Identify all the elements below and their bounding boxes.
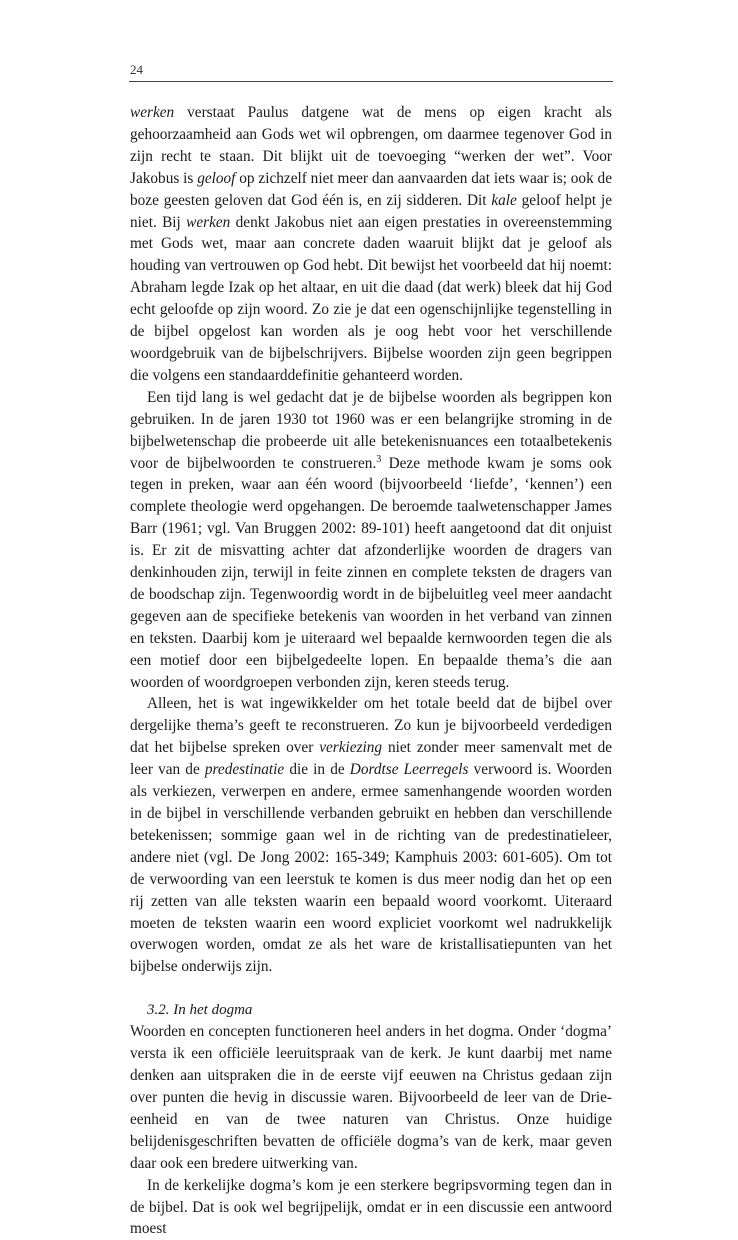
section-heading: 3.2. In het dogma — [147, 1002, 253, 1019]
italic-term: werken — [130, 104, 175, 121]
text-run: geloof helpt je niet. Bij — [130, 191, 612, 231]
text-run: Woorden en concepten functioneren heel anders in het dogma. Onder ‘dogma’ versta ik een officiële leeruitspraak van de kerk. Je kunt daarbij met name denken aan uitspraken die in de eerste vijf eeuwen na Christus gedaan zijn over punten die hevig in discussie waren. Bijvoorbeeld de leer van de Drie-eenheid en van de twee naturen van Christus. Onze huidige belijdenisgeschriften bevatten de officiële dogma’s van de kerk, maar geven daar ook een bredere uitwerking van. — [130, 1023, 612, 1172]
italic-term: Dordtse Leerregels — [349, 761, 469, 779]
paragraphs-before-section — [130, 102, 612, 978]
paragraph — [130, 1175, 612, 1240]
paragraph — [130, 693, 612, 978]
italic-term: verkiezing — [319, 739, 383, 757]
text-run: op zichzelf niet meer dan aanvaarden dat iets waar is; ook de boze geesten geloven dat God één is, en zij sidderen. Dit — [130, 169, 612, 209]
text-run: niet zonder meer samenvalt met de leer van de — [130, 739, 613, 779]
text-run: In de kerkelijke dogma’s kom je een sterkere begripsvorming tegen dan in de bijbel. Dat is ook wel begrijpelijk, omdat er in een discussie een antwoord moest — [130, 1176, 612, 1238]
text-run: Een tijd lang is wel gedacht dat je de bijbelse woorden als begrippen kon gebruiken. In de jaren 1930 tot 1960 was er een belangrijke stroming in de bijbelwetenschap die probeerde uit alle betekenisnuances een totaalbetekenis voor de bijbelwoorden te construeren. — [130, 388, 612, 472]
italic-term: geloof — [197, 169, 236, 187]
page-number: 24 — [130, 62, 143, 77]
text-run: Alleen, het is wat ingewikkelder om het totale beeld dat de bijbel over dergelijke thema’s geeft te reconstrueren. Zo kun je bijvoorbeeld verdedigen dat het bijbelse spreken over — [130, 695, 612, 757]
paragraph — [130, 1021, 612, 1174]
italic-term: predestinatie — [204, 761, 285, 779]
text-run: denkt Jakobus niet aan eigen prestaties in overeenstemming met Gods wet, maar aan concrete daden waaruit blijkt dat je geloof als houding van vertrouwen op God hebt. Dit bewijst het voorbeeld dat hij noemt: Abraham legde Izak op het altaar, en uit die daad (dat werk) bleek dat hij God echt geloofde op zijn woord. Zo zie je dat een ogenschijnlijke tegenstelling in de bijbel opgelost kan worden als je oog hebt voor het verschillende woordgebruik van de bijbelschrijvers. Bijbelse woorden zijn geen begrippen die volgens een standaarddefinitie gehanteerd worden. — [130, 213, 612, 384]
body-text — [130, 102, 612, 1240]
italic-term: kale — [491, 191, 517, 209]
header-rule — [129, 81, 613, 82]
text-run: Deze methode kwam je soms ook tegen in preken, waar aan één woord (bijvoorbeeld ‘liefde’, ‘kennen’) een complete theologie werd opgehangen. De beroemde taalwetenschapper James Barr (1961; vgl. Van Bruggen 2002: 89-101) heeft aangetoond dat dit onjuist is. Er zit de misvatting achter dat afzonderlijke woorden de dragers van denkinhouden zijn, terwijl in feite zinnen en complete teksten de dragers van de boodschap zijn. Tegenwoordig wordt in de bijbeluitleg veel meer aandacht gegeven aan de specifieke betekenis van woorden in het verband van zinnen en teksten. Daarbij kom je uiteraard wel bepaalde kernwoorden tegen die als een motief door een bijbelgedeelte lopen. En bepaalde thema’s die aan woorden of woordgroepen verbonden zijn, keren steeds terug. — [130, 454, 612, 691]
section-paragraphs — [130, 1021, 612, 1240]
footnote-reference: 3 — [376, 453, 382, 465]
paragraph — [130, 102, 612, 387]
paragraph — [130, 387, 612, 694]
text-run: verwoord is. Woorden als verkiezen, verwerpen en andere, ermee samenhangende woorden worden in de bijbel in verschillende verbanden gebruikt en hebben dan verschillende betekenissen; sommige gaan wel in de richting van de predestinatieleer, andere niet (vgl. De Jong 2002: 165-349; Kamphuis 2003: 601-605). Om tot de verwoording van een leerstuk te komen is dus meer nodig dan het op een rij zetten van alle teksten waarin een bepaald woord voorkomt. Uiteraard moeten de teksten waarin een woord expliciet voorkomt wel nadrukkelijk overwogen worden, omdat ze als het ware de kristallisatiepunten van het bijbelse onderwijs zijn. — [130, 761, 612, 976]
italic-term: werken — [186, 213, 231, 231]
text-run: verstaat Paulus datgene wat de mens op eigen kracht als gehoorzaamheid aan Gods wet wil opbrengen, om daarmee tegenover God in zijn recht te staan. Dit blijkt uit de toevoeging “werken der wet”. Voor Jakobus is — [130, 104, 612, 187]
text-run: die in de — [284, 761, 350, 779]
